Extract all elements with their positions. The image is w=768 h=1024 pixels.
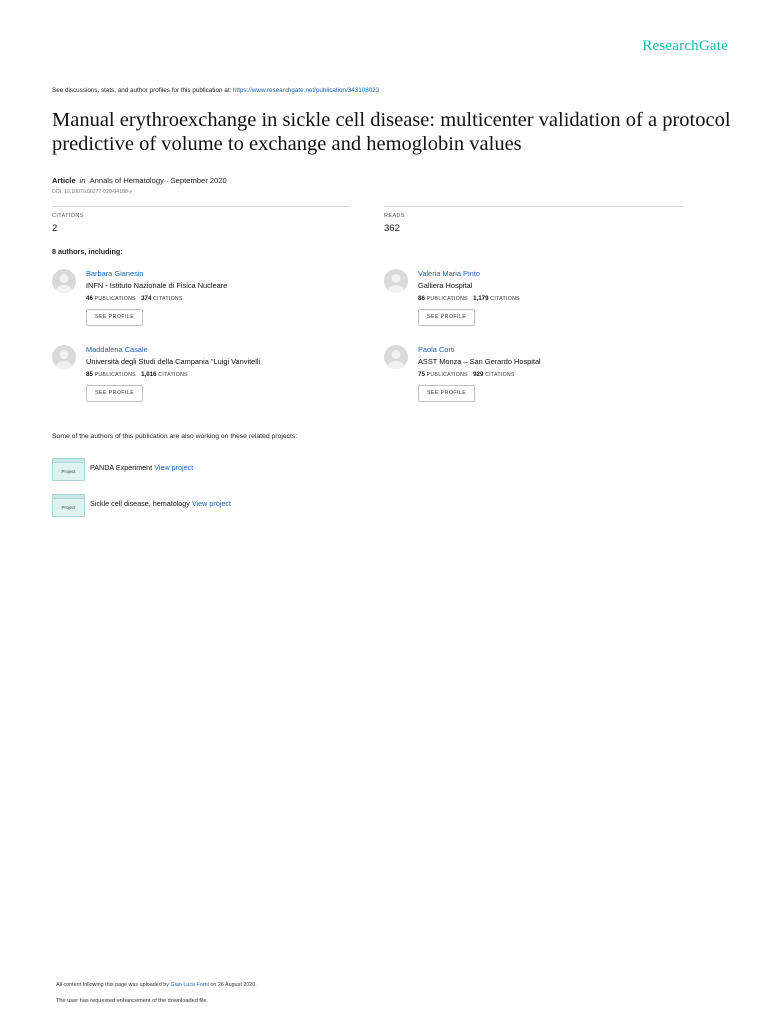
author-institution: Galliera Hospital — [418, 281, 473, 290]
avatar-icon[interactable] — [52, 345, 76, 369]
author-card — [384, 269, 674, 329]
avatar-icon[interactable] — [384, 345, 408, 369]
project-text — [90, 463, 193, 472]
reads-divider — [384, 206, 683, 207]
citations-count: 929 — [473, 371, 484, 378]
publication-url-link[interactable]: https://www.researchgate.net/publication/343108023 — [232, 87, 380, 94]
publications-count: 86 — [418, 295, 425, 302]
article-in: in — [79, 176, 86, 185]
enhancement-note: The user has requested enhancement of the downloaded file. — [56, 998, 209, 1004]
researchgate-logo[interactable]: ResearchGate — [642, 38, 728, 54]
project-folder-icon — [52, 458, 83, 480]
project-icon-label: Project — [52, 498, 85, 517]
citations-count: 374 — [141, 295, 152, 302]
view-project-link[interactable]: View project — [191, 499, 231, 508]
projects-heading: Some of the authors of this publication are also working on these related projects: — [52, 433, 298, 440]
author-institution: Università degli Studi della Campania "Luigi Vanvitelli — [86, 357, 261, 366]
discussion-line — [52, 87, 379, 94]
avatar-icon[interactable] — [52, 269, 76, 293]
author-name-link[interactable]: Barbara Gianesin — [86, 269, 144, 278]
upload-note — [56, 982, 257, 988]
project-folder-icon — [52, 494, 83, 516]
upload-suffix: on 26 August 2020. — [210, 982, 257, 988]
publications-label: PUBLICATIONS — [94, 296, 136, 302]
citations-label: CITATIONS — [158, 372, 188, 378]
author-institution: INFN - Istituto Nazionale di Fisica Nucleare — [86, 281, 228, 290]
see-profile-button[interactable]: SEE PROFILE — [86, 385, 143, 402]
author-name-link[interactable]: Valeria Maria Pinto — [418, 269, 480, 278]
author-name-link[interactable]: Paola Corti — [418, 345, 455, 354]
publications-label: PUBLICATIONS — [426, 372, 468, 378]
citations-label: CITATIONS — [52, 213, 84, 219]
author-card — [384, 345, 674, 405]
publications-count: 75 — [418, 371, 425, 378]
upload-prefix: All content following this page was uploaded by — [56, 982, 169, 988]
author-card — [52, 269, 342, 329]
avatar-icon[interactable] — [384, 269, 408, 293]
author-counts — [418, 371, 515, 378]
article-meta — [52, 176, 227, 185]
publications-count: 85 — [86, 371, 93, 378]
citations-label: CITATIONS — [153, 296, 183, 302]
see-profile-button[interactable]: SEE PROFILE — [86, 309, 143, 326]
citations-label: CITATIONS — [490, 296, 520, 302]
reads-value: 362 — [384, 223, 400, 234]
project-text — [90, 499, 231, 508]
uploader-link[interactable]: Gian Luca Forni — [170, 982, 209, 988]
reads-label: READS — [384, 213, 405, 219]
citations-label: CITATIONS — [485, 372, 515, 378]
citations-divider — [52, 206, 350, 207]
author-counts — [418, 295, 520, 302]
author-card — [52, 345, 342, 405]
article-type: Article — [52, 176, 76, 185]
citations-count: 1,179 — [473, 295, 489, 302]
see-profile-button[interactable]: SEE PROFILE — [418, 385, 475, 402]
citations-value: 2 — [52, 223, 58, 234]
discussion-prefix: See discussions, stats, and author profiles for this publication at: — [52, 87, 232, 94]
journal-date: Annals of Hematology · September 2020 — [89, 176, 227, 185]
author-counts — [86, 295, 183, 302]
author-counts — [86, 371, 188, 378]
publications-count: 46 — [86, 295, 93, 302]
see-profile-button[interactable]: SEE PROFILE — [418, 309, 475, 326]
project-icon-label: Project — [52, 462, 85, 481]
doi-text: DOI: 10.1007/s00277-020-04188-y — [52, 189, 133, 195]
publications-label: PUBLICATIONS — [426, 296, 468, 302]
page-title: Manual erythroexchange in sickle cell disease: multicenter validation of a protocol predictive of volume to exchange and hemoglobin values — [52, 109, 731, 155]
view-project-link[interactable]: View project — [154, 463, 194, 472]
publications-label: PUBLICATIONS — [94, 372, 136, 378]
authors-heading: 8 authors, including: — [52, 247, 123, 256]
project-name: PANDA Experiment — [90, 463, 153, 472]
author-name-link[interactable]: Maddalena Casale — [86, 345, 148, 354]
citations-count: 1,016 — [141, 371, 157, 378]
author-institution: ASST Monza – San Gerardo Hospital — [418, 357, 541, 366]
project-name: Sickle cell disease, hematology — [90, 499, 190, 508]
